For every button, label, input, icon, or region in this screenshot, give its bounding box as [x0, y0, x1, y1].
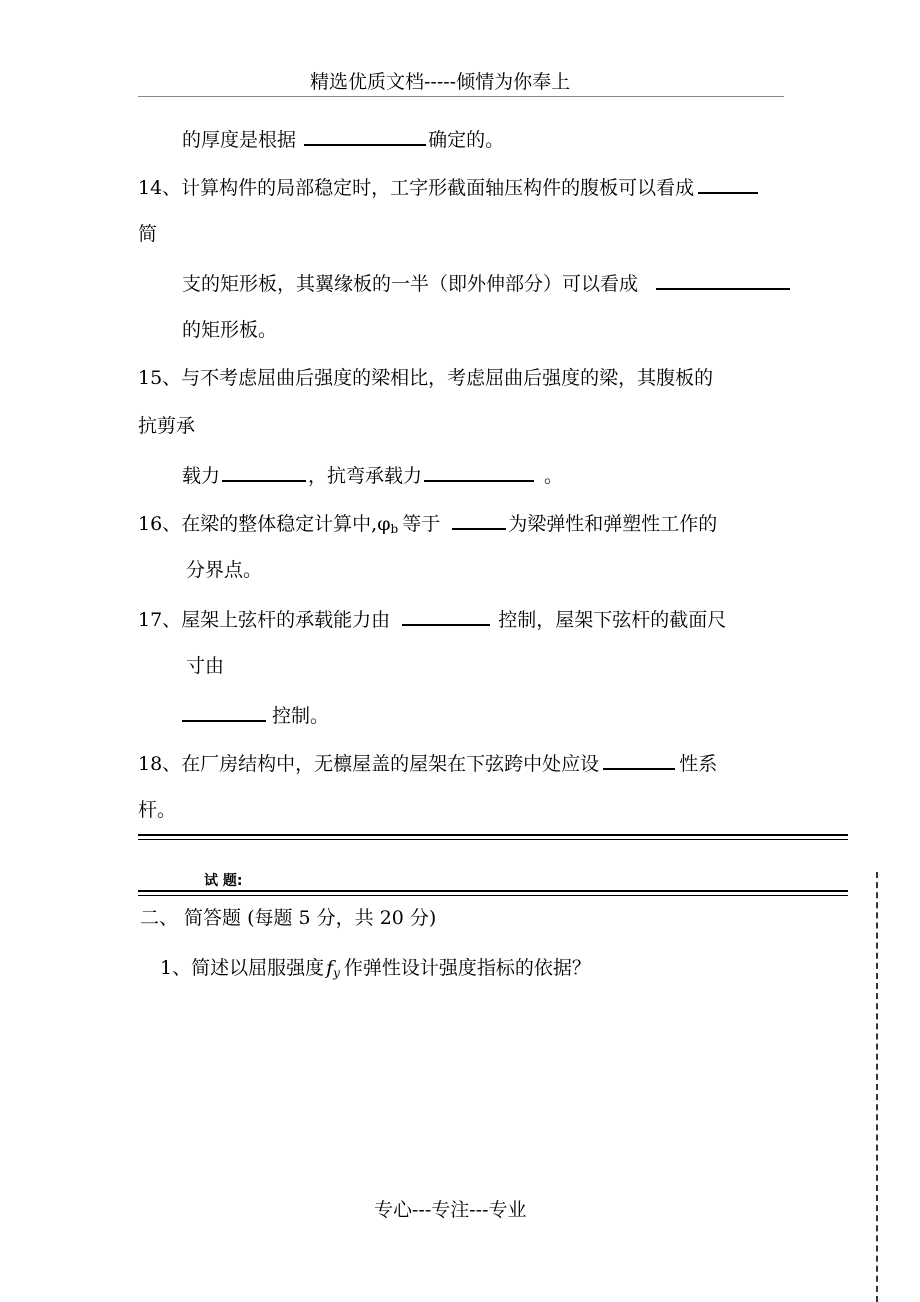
- q17-line2: 寸由: [186, 655, 225, 677]
- phi-symbol: φ: [377, 513, 391, 535]
- q17-blank-2[interactable]: [182, 702, 266, 722]
- q15-blank-2[interactable]: [424, 462, 534, 482]
- q13-blank[interactable]: [304, 126, 426, 146]
- q15-text-a: 载力: [182, 465, 221, 487]
- q18-line2: 杆。: [138, 799, 177, 821]
- q17-text-b: 控制，屋架下弦杆的截面尺: [498, 609, 727, 631]
- q17-blank-1[interactable]: [402, 606, 490, 626]
- q14-text-1: 14、计算构件的局部稳定时，工字形截面轴压构件的腹板可以看成: [138, 177, 695, 199]
- q17-line3: [182, 702, 329, 728]
- q15-line1: 15、与不考虑屈曲后强度的梁相比，考虑屈曲后强度的梁，其腹板的: [138, 367, 714, 389]
- q13-text-a: 的厚度是根据: [182, 129, 297, 151]
- q14-line1: [138, 174, 758, 200]
- page-footer: 专心---专注---专业: [374, 1199, 527, 1221]
- q16-text-a: 16、在梁的整体稳定计算中,: [138, 513, 378, 535]
- exam-label: 试 题:: [204, 873, 243, 889]
- header-rule: [138, 96, 784, 97]
- q1-text-b: 作弹性设计强度指标的依据？: [343, 957, 591, 979]
- q18-line1: [138, 750, 717, 776]
- section-rule-1a: [138, 834, 848, 836]
- q15-text-b: ，抗弯承载力: [308, 465, 423, 487]
- q14-line4: 的矩形板。: [182, 319, 278, 341]
- q15-text-c: 。: [544, 465, 564, 487]
- section-rule-2a: [138, 890, 848, 892]
- q16-line2: 分界点。: [186, 559, 263, 581]
- q1-text-a: 1、简述以屈服强度: [160, 957, 325, 979]
- q14-line3: [182, 270, 790, 296]
- q13-continuation: [182, 126, 504, 152]
- q16-text-c: 为梁弹性和弹塑性工作的: [508, 513, 718, 535]
- q18-blank[interactable]: [603, 750, 675, 770]
- q16-text-b: 等于: [402, 513, 441, 535]
- section-rule-2b: [138, 895, 848, 896]
- q14-blank-1[interactable]: [698, 174, 758, 194]
- q14-text-3: 支的矩形板，其翼缘板的一半（即外伸部分）可以看成: [182, 273, 639, 295]
- page-header: 精选优质文档-----倾情为你奉上: [310, 71, 571, 93]
- q16-blank[interactable]: [452, 510, 506, 530]
- q14-line2: 简: [138, 223, 158, 245]
- q18-text-a: 18、在厂房结构中，无檩屋盖的屋架在下弦跨中处应设: [138, 753, 600, 775]
- fy-symbol: f: [326, 957, 334, 979]
- phi-subscript: b: [390, 522, 399, 536]
- q17-text-a: 17、屋架上弦杆的承载能力由: [138, 609, 391, 631]
- q15-line3: [182, 462, 563, 488]
- q17-line1: [138, 606, 726, 632]
- q17-text-c: 控制。: [272, 705, 330, 727]
- section2-q1: [160, 956, 591, 985]
- fy-subscript: y: [333, 966, 340, 980]
- q15-blank-1[interactable]: [222, 462, 306, 482]
- q15-line2: 抗剪承: [138, 415, 196, 437]
- q16-line1: [138, 510, 717, 541]
- binding-margin-line: [876, 872, 878, 1302]
- section2-title: 二、 简答题 (每题 5 分，共 20 分): [140, 907, 437, 929]
- q13-text-b: 确定的。: [428, 129, 505, 151]
- q18-text-b: 性系: [679, 753, 718, 775]
- q14-blank-2[interactable]: [656, 270, 790, 290]
- section-rule-1b: [138, 839, 848, 840]
